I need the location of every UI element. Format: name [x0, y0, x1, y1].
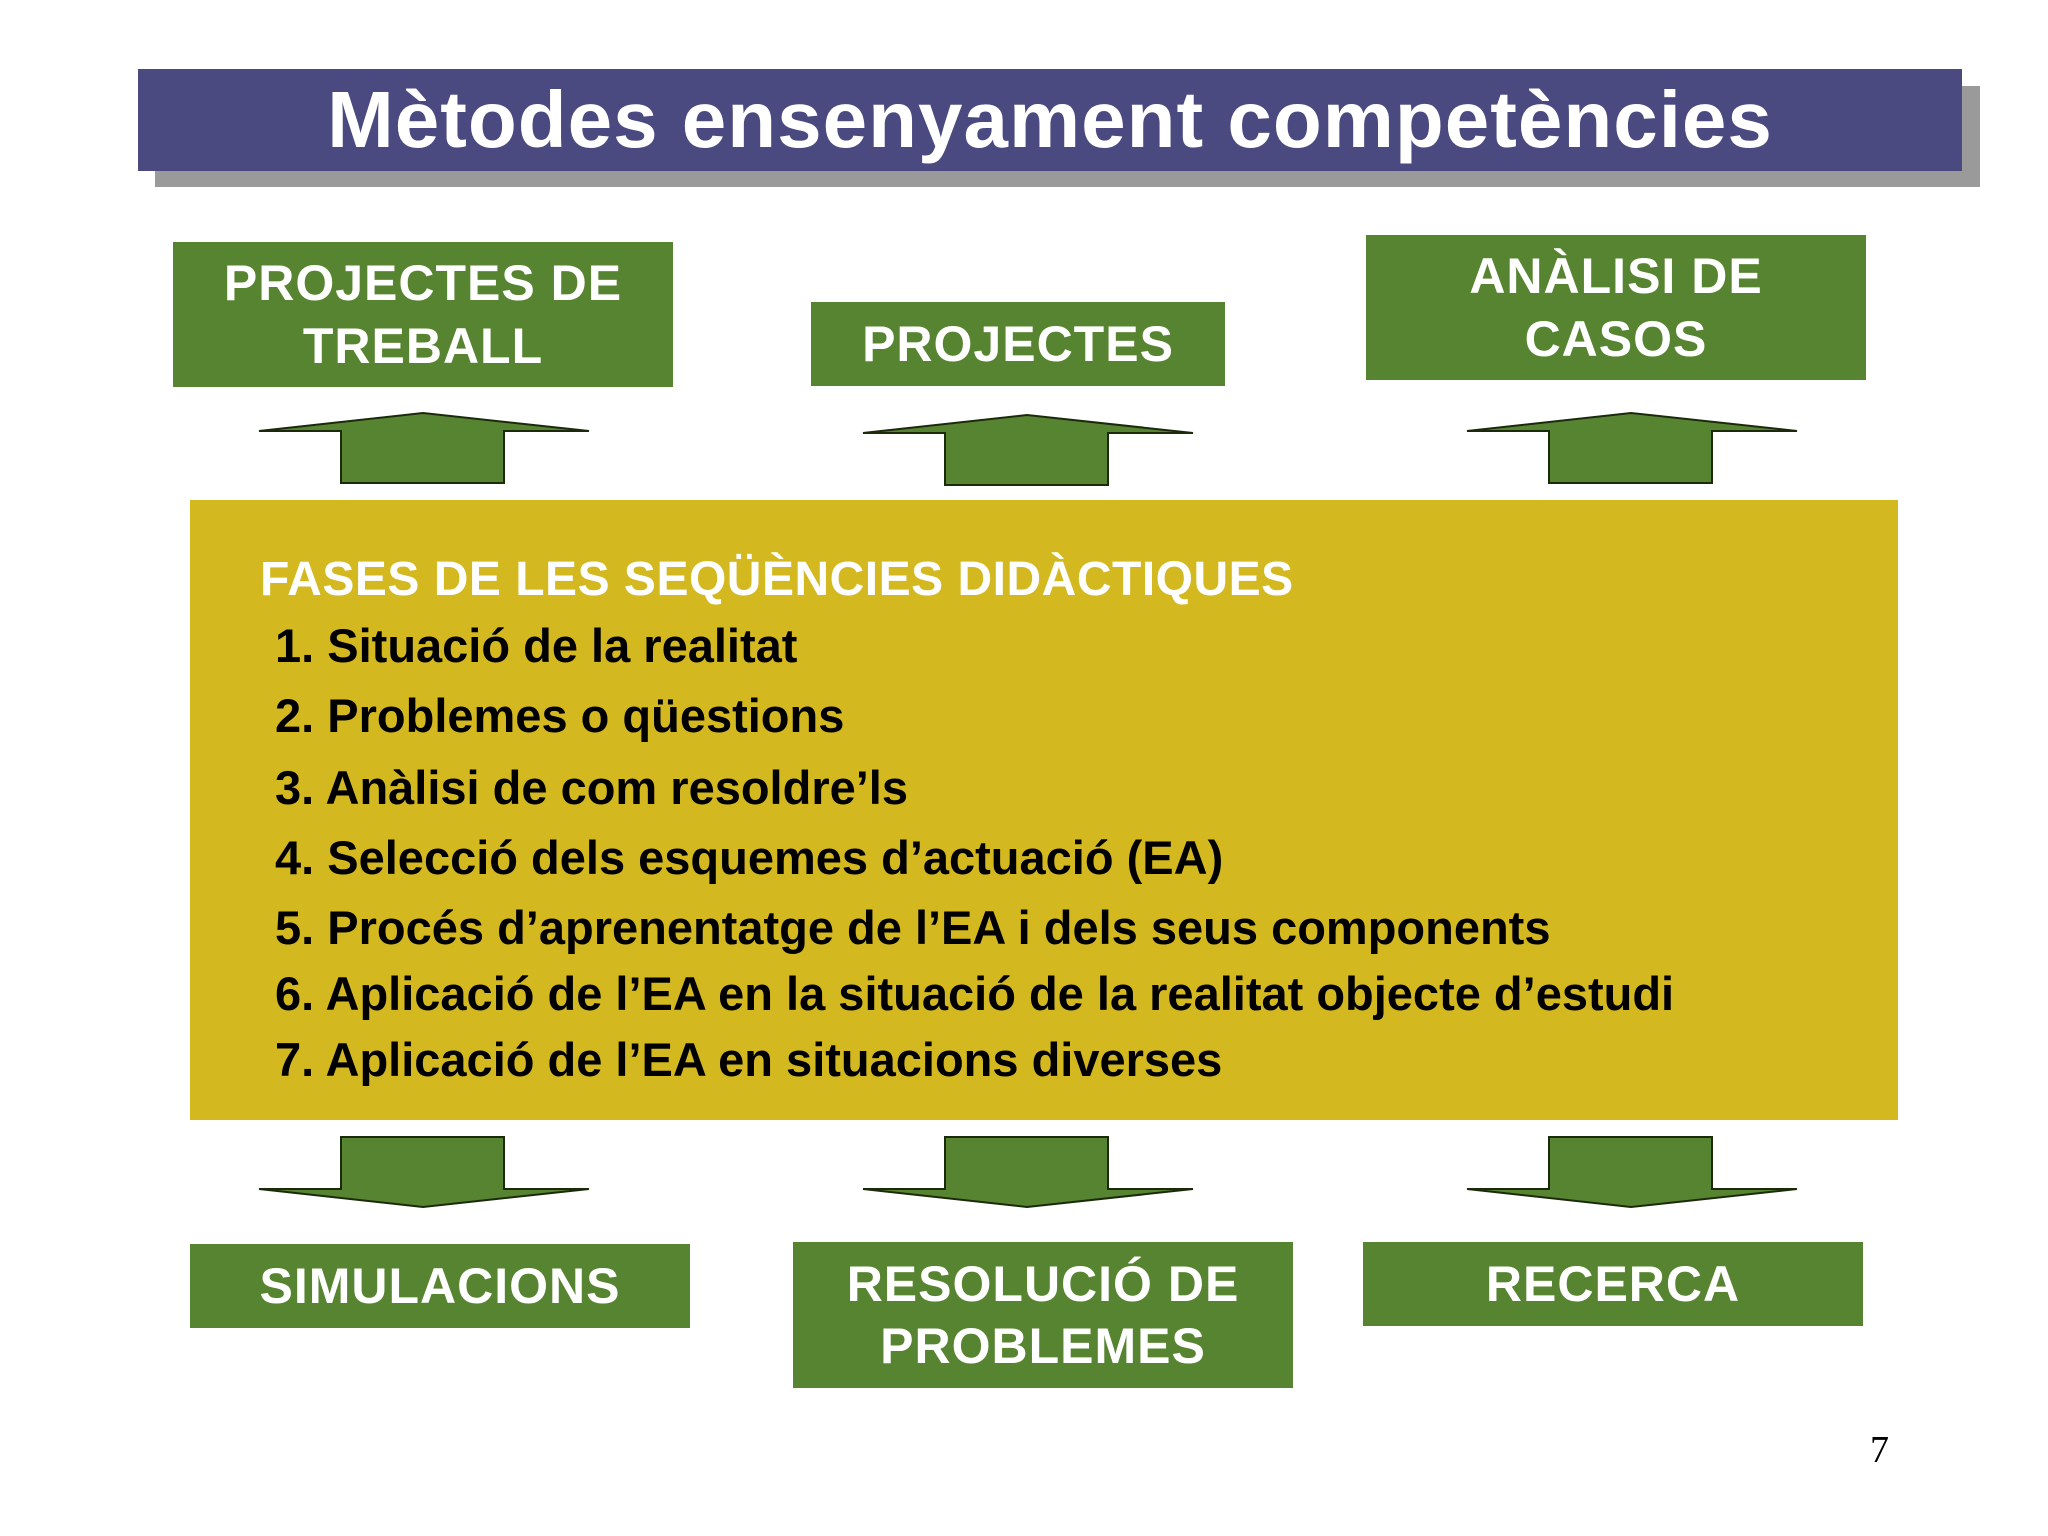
method-box-projectes [811, 302, 1225, 386]
method-label-line1: RESOLUCIÓ DE [846, 1255, 1240, 1312]
arrow-down-icon [258, 1136, 590, 1208]
method-box-recerca [1363, 1242, 1863, 1326]
slide-title-text: Mètodes ensenyament competències [327, 75, 1773, 164]
method-label-line2: CASOS [1524, 310, 1708, 367]
phases-box [190, 500, 1898, 1120]
method-label-line1: PROJECTES [862, 315, 1174, 372]
method-label-line2: TREBALL [302, 317, 544, 374]
arrow-up-icon [258, 412, 590, 484]
method-label-line2: PROBLEMES [880, 1318, 1206, 1374]
phase-step: 4. Selecció dels esquemes d’actuació (EA) [275, 831, 1224, 884]
phases-heading: FASES DE LES SEQÜÈNCIES DIDÀCTIQUES [260, 553, 1294, 606]
method-box-simulacions [190, 1244, 690, 1328]
method-label-line1: RECERCA [1485, 1255, 1741, 1312]
phase-step: 5. Procés d’aprenentatge de l’EA i dels seus components [275, 901, 1551, 954]
method-box-projectes-de-treball [173, 242, 673, 387]
phase-step: 3. Anàlisi de com resoldre’ls [275, 761, 909, 814]
page-number: 7 [1870, 1429, 1889, 1471]
method-label-line1: PROJECTES DE [223, 255, 623, 311]
arrow-up-icon [862, 414, 1194, 486]
method-box-resolucio-de-problemes [793, 1242, 1293, 1388]
method-label-line1: ANÀLISI DE [1469, 248, 1763, 304]
method-label-line1: SIMULACIONS [259, 1257, 621, 1314]
phase-step: 1. Situació de la realitat [275, 619, 798, 672]
slide-title [138, 69, 1962, 171]
arrow-down-icon [862, 1136, 1194, 1208]
arrow-down-icon [1466, 1136, 1798, 1208]
phase-step: 2. Problemes o qüestions [275, 689, 845, 742]
phase-step: 6. Aplicació de l’EA en la situació de la realitat objecte d’estudi [275, 967, 1675, 1020]
arrow-up-icon [1466, 412, 1798, 484]
phase-step: 7. Aplicació de l’EA en situacions diverses [275, 1033, 1223, 1086]
method-box-analisi-de-casos [1366, 235, 1866, 380]
